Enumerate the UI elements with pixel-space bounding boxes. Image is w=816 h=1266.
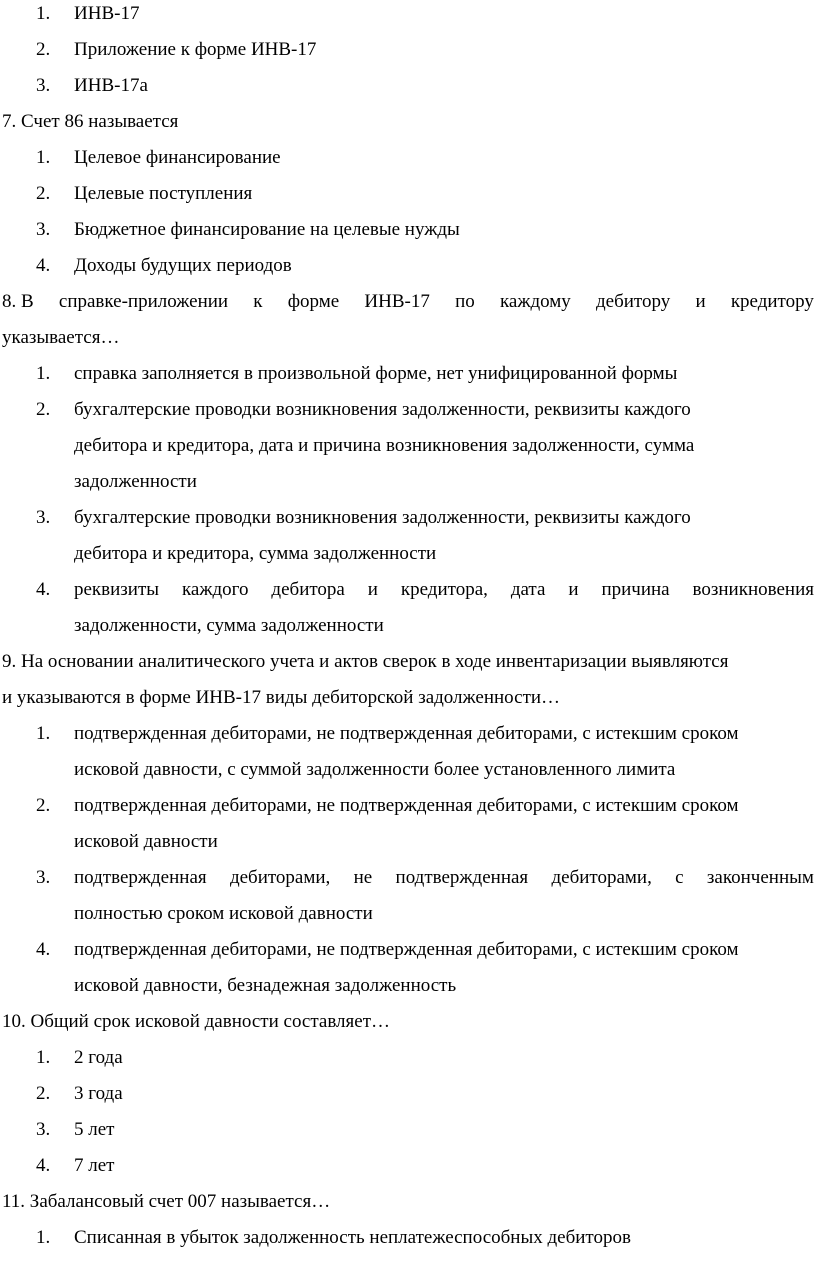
answer-number: 1.	[36, 147, 51, 168]
answer-word: с	[675, 867, 684, 888]
answer-word: подтвержденная	[74, 867, 207, 888]
answer-number: 4.	[36, 939, 51, 960]
answer-text: Целевое финансирование	[74, 147, 281, 168]
answer-text: подтвержденная дебиторами, не подтвержденная дебиторами, с истекшим сроком	[74, 723, 739, 744]
answer-word: возникновения	[692, 579, 814, 600]
answer-text-continuation: исковой давности	[74, 831, 218, 852]
question-word: 8. В	[2, 291, 34, 312]
answer-text: бухгалтерские проводки возникновения задолженности, реквизиты каждого	[74, 507, 691, 528]
answer-word: подтвержденная	[395, 867, 529, 888]
question-10: 10. Общий срок исковой давности составляет…	[2, 1011, 390, 1032]
answer-text-continuation: полностью сроком исковой давности	[74, 903, 373, 924]
answer-number: 4.	[36, 579, 51, 600]
answer-text: подтвержденная дебиторами, не подтвержденная дебиторами, с истекшим сроком	[74, 795, 739, 816]
answer-number: 1.	[36, 3, 51, 24]
answer-text	[74, 578, 814, 602]
question-word: ИНВ-17	[364, 291, 430, 312]
answer-text: 7 лет	[74, 1155, 115, 1176]
answer-number: 2.	[36, 1083, 51, 1104]
answer-number: 3.	[36, 867, 51, 888]
answer-text: бухгалтерские проводки возникновения задолженности, реквизиты каждого	[74, 399, 691, 420]
answer-text: ИНВ-17	[74, 3, 140, 24]
answer-number: 1.	[36, 1047, 51, 1068]
answer-text	[74, 866, 814, 890]
question-word: по	[455, 291, 475, 312]
answer-text: Бюджетное финансирование на целевые нужды	[74, 219, 460, 240]
question-7: 7. Счет 86 называется	[2, 111, 179, 132]
answer-text: ИНВ-17а	[74, 75, 148, 96]
question-11: 11. Забалансовый счет 007 называется…	[2, 1191, 331, 1212]
answer-text: справка заполняется в произвольной форме, нет унифицированной формы	[74, 363, 678, 384]
answer-text: 3 года	[74, 1083, 123, 1104]
answer-number: 2.	[36, 183, 51, 204]
answer-number: 4.	[36, 255, 51, 276]
answer-number: 3.	[36, 1119, 51, 1140]
answer-number: 1.	[36, 1227, 51, 1248]
question-word: каждому	[499, 291, 571, 312]
answer-text: Доходы будущих периодов	[74, 255, 292, 276]
answer-text: Приложение к форме ИНВ-17	[74, 39, 317, 60]
question-word: справке-приложении	[58, 291, 229, 312]
answer-text: 5 лет	[74, 1119, 115, 1140]
answer-text: 2 года	[74, 1047, 123, 1068]
answer-text: подтвержденная дебиторами, не подтвержденная дебиторами, с истекшим сроком	[74, 939, 739, 960]
question-word: к	[253, 291, 263, 312]
answer-text: Списанная в убыток задолженность неплатежеспособных дебиторов	[74, 1227, 631, 1248]
answer-word: законченным	[706, 867, 814, 888]
answer-text-continuation: исковой давности, с суммой задолженности более установленного лимита	[74, 759, 676, 780]
answer-word: и	[568, 579, 579, 600]
answer-word: причина	[601, 579, 670, 600]
answer-number: 2.	[36, 39, 51, 60]
answer-word: дебиторами,	[551, 867, 652, 888]
answer-word: реквизиты	[74, 579, 160, 600]
answer-text-continuation: задолженности, сумма задолженности	[74, 615, 384, 636]
answer-number: 3.	[36, 75, 51, 96]
question-word: и	[695, 291, 706, 312]
answer-number: 1.	[36, 363, 51, 384]
question-9-line-1: 9. На основании аналитического учета и актов сверок в ходе инвентаризации выявляются	[2, 651, 729, 672]
answer-word: не	[353, 867, 373, 888]
answer-word: и	[367, 579, 378, 600]
answer-text-continuation: дебитора и кредитора, дата и причина возникновения задолженности, сумма	[74, 435, 695, 456]
answer-text-continuation: исковой давности, безнадежная задолженность	[74, 975, 457, 996]
answer-number: 3.	[36, 219, 51, 240]
question-8-line-2: указывается…	[2, 327, 120, 348]
answer-word: дебитора	[271, 579, 345, 600]
answer-number: 2.	[36, 795, 51, 816]
answer-text-continuation: задолженности	[74, 471, 197, 492]
answer-number: 3.	[36, 507, 51, 528]
question-8-line-1	[2, 290, 814, 314]
answer-text: Целевые поступления	[74, 183, 253, 204]
answer-word: дебиторами,	[229, 867, 331, 888]
answer-word: дата	[510, 579, 546, 600]
answer-word: каждого	[181, 579, 249, 600]
answer-text-continuation: дебитора и кредитора, сумма задолженности	[74, 543, 437, 564]
question-9-line-2: и указываются в форме ИНВ-17 виды дебиторской задолженности…	[2, 687, 561, 708]
question-word: форме	[287, 291, 340, 312]
question-word: дебитору	[595, 291, 671, 312]
answer-number: 1.	[36, 723, 51, 744]
question-word: кредитору	[730, 291, 814, 312]
answer-word: кредитора,	[400, 579, 488, 600]
answer-number: 4.	[36, 1155, 51, 1176]
answer-number: 2.	[36, 399, 51, 420]
